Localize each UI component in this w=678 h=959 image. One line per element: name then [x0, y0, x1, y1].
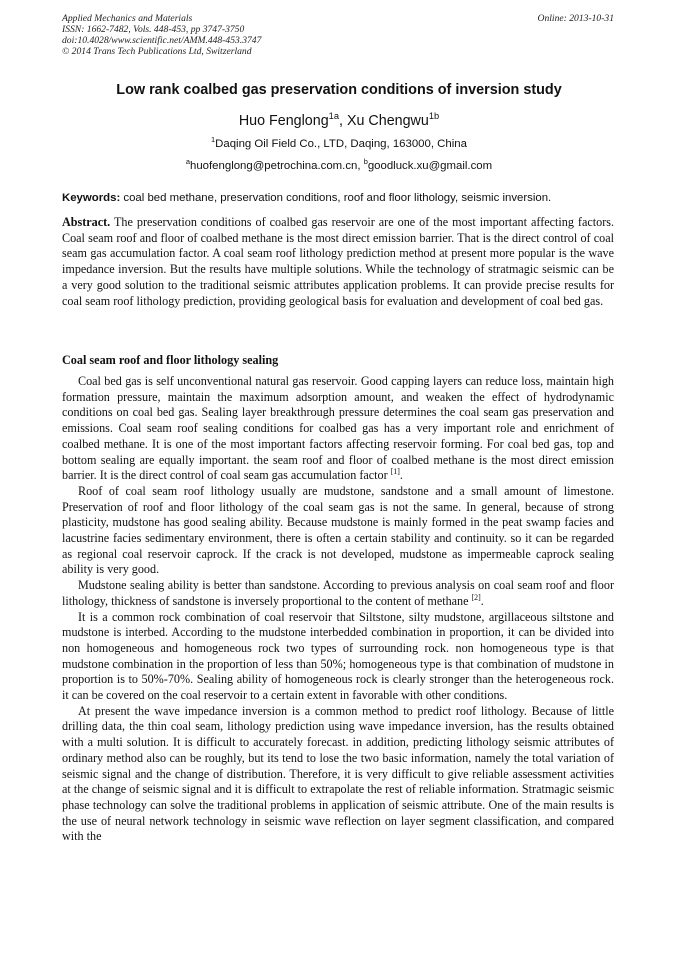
- paragraph-end: .: [480, 593, 484, 608]
- author-affil-marker: 1b: [428, 111, 440, 122]
- doi-line: doi:10.4028/www.scientific.net/AMM.448-453.3747: [62, 35, 262, 46]
- section-body: [62, 374, 614, 845]
- abstract-label: Abstract.: [62, 215, 111, 229]
- journal-header: [62, 13, 614, 57]
- email-link[interactable]: goodluck.xu@gmail.com: [367, 160, 493, 172]
- citation[interactable]: [2]: [471, 592, 481, 602]
- author-list: [40, 113, 638, 129]
- affiliation: [40, 135, 638, 150]
- author-affil-marker: 1a: [328, 111, 339, 122]
- abstract: [62, 215, 614, 309]
- author-name: Huo Fenglong: [238, 113, 329, 129]
- keywords-label: Keywords:: [62, 192, 121, 204]
- paragraph: It is a common rock combination of coal reservoir that Siltstone, silty mudstone, argillaceous siltstone and mudstone is interbed. According to the mudstone interbedded combination in proportion, it can be divided into non homogeneous and homogeneous rock two types of surrounding rock. non homogeneous type is that mudstone combination in the proportion of less than 50%; homogeneous type is that combination of mudstone in proportion is to 50%-70%. Sealing ability of homogeneous rock is clearly stronger than the heterogeneous rock. it can be covered on the coal reservoir to a certain extent in favorable with other conditions.: [62, 609, 614, 703]
- journal-name: Applied Mechanics and Materials: [62, 13, 193, 24]
- paragraph: Roof of coal seam roof lithology usually are mudstone, sandstone and a small amount of limestone. Preservation of roof and floor lithology of the coal seam gas is not the same. In general, because of strong plasticity, mudstone has good sealing ability. Because mudstone is mainly formed in the peat swamp facies and lacustrine facies sedimentary environment, there is often a certain stability and continuity. so it can be regarded as regional coal reservoir caprock. If the crack is not developed, mudstone as impermeable caprock sealing ability is very good.: [62, 483, 614, 577]
- keywords-text: coal bed methane, preservation conditions, roof and floor lithology, seismic inversion.: [120, 192, 552, 204]
- issn-line: ISSN: 1662-7482, Vols. 448-453, pp 3747-3750: [62, 24, 245, 35]
- email-marker: a: [185, 157, 191, 167]
- paragraph: [62, 578, 614, 609]
- affiliation-text: Daqing Oil Field Co., LTD, Daqing, 163000, China: [215, 138, 467, 150]
- author-separator: ,: [339, 113, 347, 129]
- citation[interactable]: [1]: [390, 467, 400, 477]
- online-date: Online: 2013-10-31: [537, 13, 614, 24]
- copyright-line: © 2014 Trans Tech Publications Ltd, Switzerland: [62, 46, 252, 57]
- paragraph-end: .: [399, 468, 403, 483]
- section-heading: Coal seam roof and floor lithology sealing: [62, 353, 279, 367]
- keywords: [62, 192, 614, 204]
- email-link[interactable]: huofenglong@petrochina.com.cn,: [190, 160, 364, 172]
- author-emails: [40, 157, 638, 172]
- abstract-text: The preservation conditions of coalbed gas reservoir are one of the most important affecting factors. Coal seam roof and floor of coalbed methane is the most direct emission barrier. That is the direct control of coal seam gas accumulation factor. A coal seam roof lithology prediction method at present more popular is the wave impedance inversion. But the results have multiple solutions. While the technology of stratmagic seismic can be a very good solution to the traditional seismic attributes application problems. It can provide precise results for coal seam roof lithology prediction, providing geological basis for evaluation and development of coal bed gas.: [62, 215, 614, 308]
- paper-title: Low rank coalbed gas preservation conditions of inversion study: [116, 82, 562, 98]
- paragraph: At present the wave impedance inversion is a common method to predict roof lithology. Because of little drilling data, the thin coal seam, lithology prediction using wave impedance inversion, has the results obtained with a multi solution. It is difficult to accurately forecast. in addition, predicting lithology seismic attributes of ordinary method also can be roughly, but its tend to lose the two basic information, namely the total variation of seismic signal and the change of distribution. Therefore, it is very difficult to give reliable assessment activities at the change of seismic signal and it is difficult to extrapolate the rest of reliable information. Stratmagic seismic phase technology can solve the traditional problems in application of seismic attribute. One of the main results is the use of neural network technology in seismic wave reflection on layer segment classification, and compared with the: [62, 703, 614, 844]
- paragraph-text: Mudstone sealing ability is better than sandstone. According to previous analysis on coal seam roof and floor lithology, thickness of sandstone is inversely proportional to the content of methane: [62, 578, 614, 608]
- email-marker: b: [363, 157, 368, 167]
- paragraph: [62, 374, 614, 484]
- author-name: Xu Chengwu: [346, 113, 429, 129]
- paragraph-text: Coal bed gas is self unconventional natural gas reservoir. Good capping layers can reduce loss, maintain high formation pressure, maintain the maximum adsorption amount, and weaken the effect of hydrodynamic conditions on coal bed gas. Sealing layer breakthrough pressure determines the coal seam gas preservation and emissions. Coal seam roof sealing conditions for coalbed gas has a very important role and enrichment of coalbed methane. It is one of the most important factors affecting reservoir forming. For coal bed gas, top and bottom sealing are equally important. the seam roof and floor of coalbed methane is the most direct emission barrier. It is the direct control of coal seam gas accumulation factor: [62, 374, 614, 483]
- affiliation-marker: 1: [211, 135, 216, 145]
